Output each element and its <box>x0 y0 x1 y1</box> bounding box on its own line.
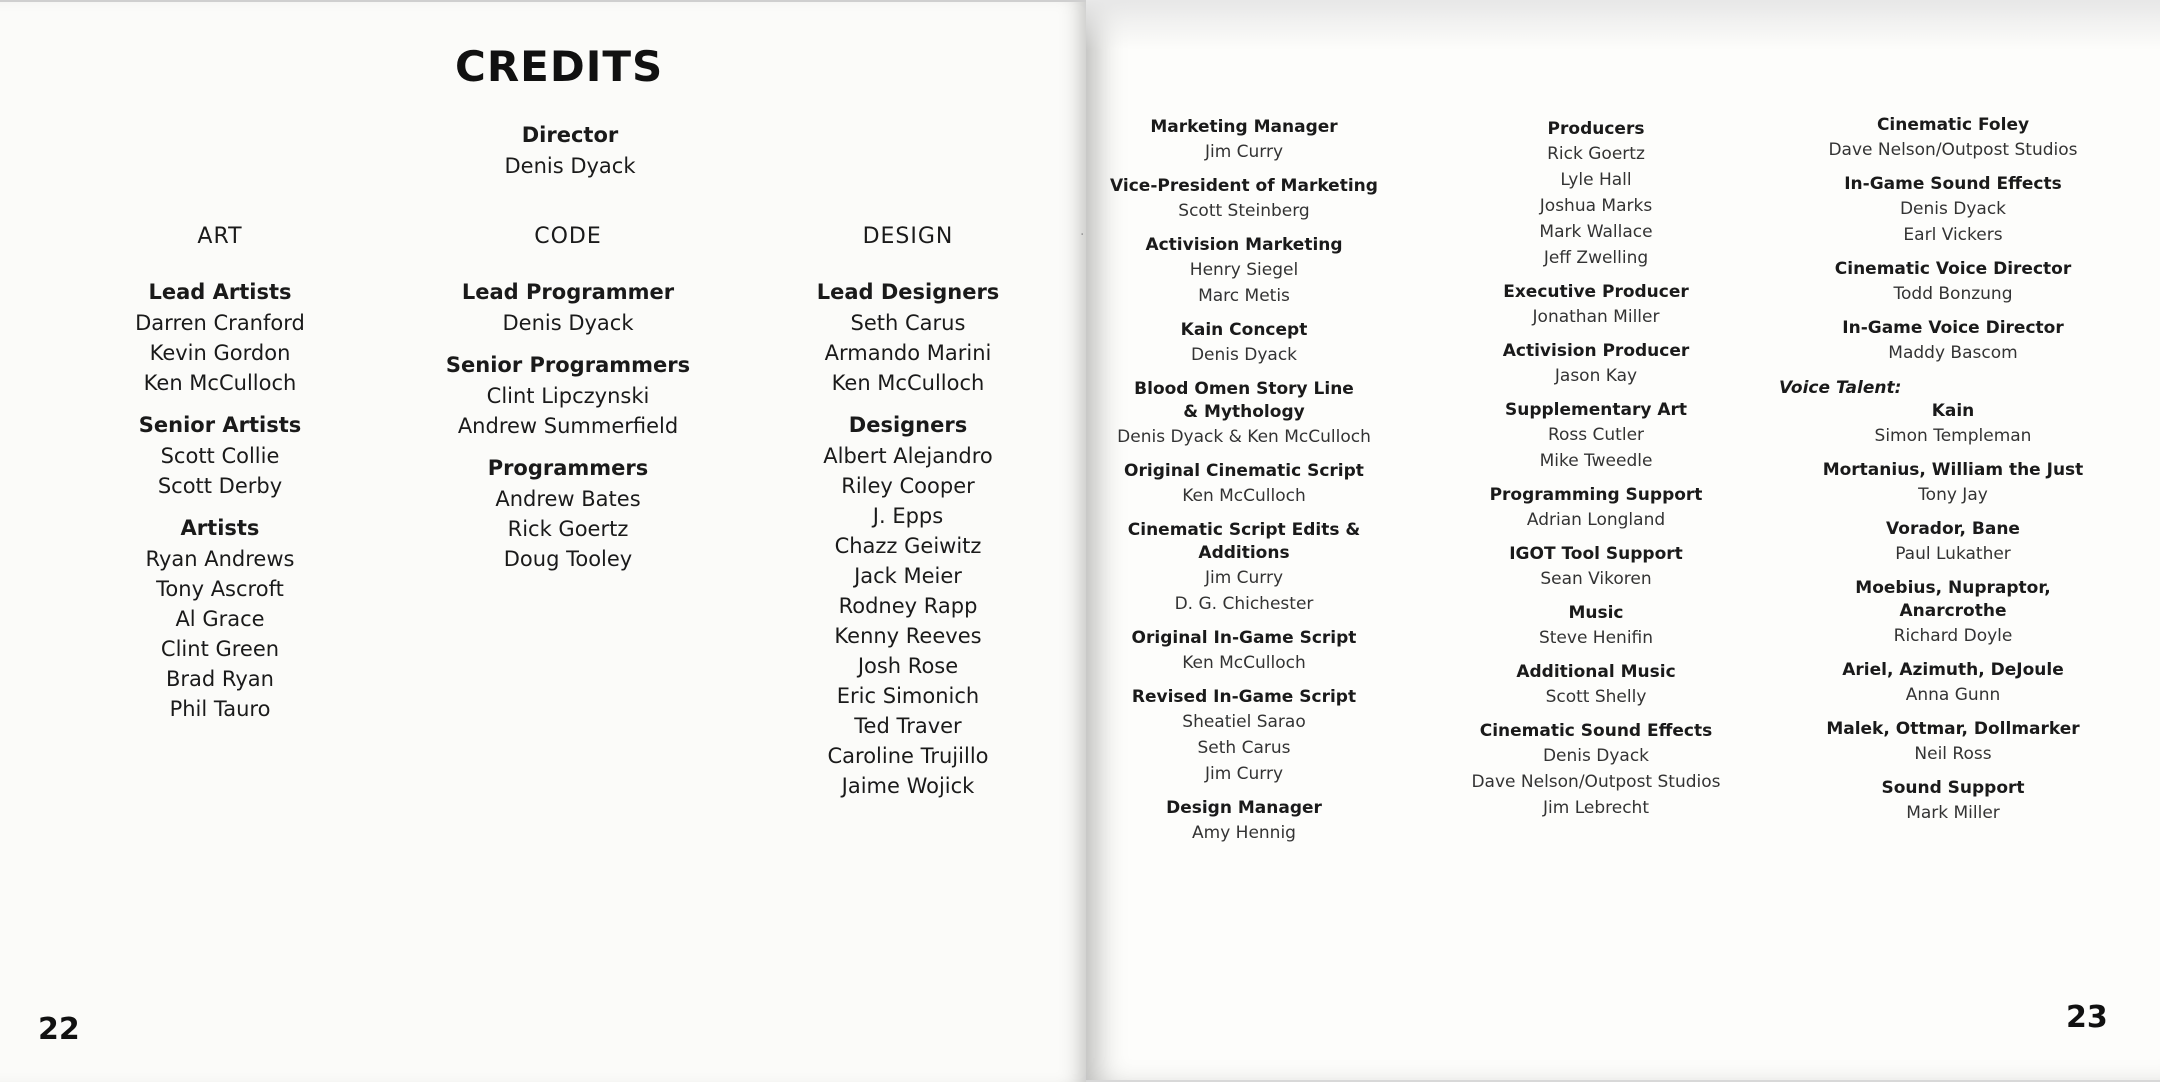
credit-name: Clint Lipczynski <box>486 384 650 408</box>
credit-name: Richard Doyle <box>1893 626 2013 646</box>
credit-name: Ken McCulloch <box>1182 486 1306 506</box>
credit-block <box>1094 797 1394 846</box>
credit-name: Albert Alejandro <box>823 444 993 468</box>
credit-name: Lyle Hall <box>1560 170 1632 190</box>
credit-name: Ryan Andrews <box>145 547 295 571</box>
credit-name: Dave Nelson/Outpost Studios <box>1828 140 2078 160</box>
credit-role: Marketing Manager <box>1150 117 1338 137</box>
credit-role: Vorador, Bane <box>1886 519 2020 539</box>
credit-name: Jim Curry <box>1204 142 1284 162</box>
credit-role: Kain Concept <box>1180 320 1308 340</box>
credit-role: Producers <box>1547 119 1645 139</box>
credit-block <box>1446 399 1746 474</box>
credit-block <box>1803 317 2103 366</box>
credit-block <box>95 410 345 501</box>
credit-block <box>1446 543 1746 592</box>
credit-name: Jim Curry <box>1204 764 1284 784</box>
credit-role: Revised In-Game Script <box>1131 687 1357 707</box>
page-number-left: 22 <box>38 1012 80 1047</box>
credit-name: Darren Cranford <box>135 311 305 335</box>
credit-name: Doug Tooley <box>503 547 633 571</box>
credit-block <box>428 277 708 338</box>
credit-role: Activision Marketing <box>1145 235 1343 255</box>
credit-role: Activision Producer <box>1502 341 1690 361</box>
credit-name: Phil Tauro <box>169 697 271 721</box>
credit-block <box>783 410 1033 801</box>
credit-role: Blood Omen Story Line & Mythology <box>1134 379 1354 422</box>
credit-name: Jim Lebrecht <box>1543 798 1649 818</box>
credit-name: Scott Derby <box>157 474 283 498</box>
credit-block <box>428 350 708 441</box>
credit-role: Programmers <box>487 456 649 480</box>
credit-role: Programming Support <box>1489 485 1703 505</box>
credit-name: Scott Shelly <box>1545 687 1647 707</box>
column-heading: ART <box>197 224 243 249</box>
credit-block <box>1803 718 2103 767</box>
credit-block <box>1803 400 2103 449</box>
credit-role: Original In-Game Script <box>1131 628 1357 648</box>
credit-name: Armando Marini <box>824 341 992 365</box>
credit-name: Amy Hennig <box>1192 823 1296 843</box>
credit-name: Rick Goertz <box>1547 144 1645 164</box>
credit-name: Henry Siegel <box>1189 260 1299 280</box>
director-block <box>430 120 710 181</box>
credit-block <box>1803 777 2103 826</box>
credit-block <box>1803 518 2103 567</box>
credit-role: IGOT Tool Support <box>1509 544 1683 564</box>
credit-block <box>1446 602 1746 651</box>
credit-block <box>1094 519 1394 617</box>
credit-name: Neil Ross <box>1914 744 1992 764</box>
credit-name: Andrew Summerfield <box>457 414 679 438</box>
credit-name: Jack Meier <box>854 564 962 588</box>
art-column <box>95 224 345 736</box>
credit-name: Tony Ascroft <box>156 577 284 601</box>
design-column <box>783 224 1033 813</box>
credit-name: Rodney Rapp <box>838 594 978 618</box>
credit-block <box>1446 484 1746 533</box>
credit-role: In-Game Voice Director <box>1842 318 2064 338</box>
credit-block <box>428 453 708 574</box>
credit-name: Jim Curry <box>1204 568 1284 588</box>
credit-name: Riley Cooper <box>841 474 975 498</box>
credit-name: Clint Green <box>160 637 280 661</box>
credit-role: Cinematic Sound Effects <box>1479 721 1713 741</box>
credit-name: Dave Nelson/Outpost Studios <box>1471 772 1721 792</box>
credit-role: Vice-President of Marketing <box>1110 176 1378 196</box>
credit-role: Designers <box>848 413 968 437</box>
credit-block <box>1803 114 2103 163</box>
credit-name: Scott Collie <box>160 444 280 468</box>
credit-role: Original Cinematic Script <box>1124 461 1364 481</box>
credit-block <box>1803 173 2103 248</box>
credit-role: Senior Programmers <box>445 353 691 377</box>
credit-role: Additional Music <box>1516 662 1676 682</box>
credit-name: Caroline Trujillo <box>827 744 989 768</box>
credit-name: Scott Steinberg <box>1178 201 1310 221</box>
credit-name: Al Grace <box>175 607 265 631</box>
credit-name: Seth Carus <box>850 311 966 335</box>
credit-block <box>1446 661 1746 710</box>
credit-role: Malek, Ottmar, Dollmarker <box>1826 719 2080 739</box>
credit-role: Lead Programmer <box>461 280 675 304</box>
print-speck: · <box>1080 227 1085 243</box>
credit-name: Ken McCulloch <box>1182 653 1306 673</box>
credit-name: Paul Lukather <box>1895 544 2011 564</box>
credit-name: Ross Cutler <box>1547 425 1645 445</box>
page-title: CREDITS <box>455 42 664 91</box>
credit-name: Seth Carus <box>1197 738 1291 758</box>
credit-block <box>1094 686 1394 787</box>
credit-role: Senior Artists <box>138 413 302 437</box>
credit-block <box>1094 319 1394 368</box>
credit-block <box>1446 340 1746 389</box>
credit-name: Ken McCulloch <box>143 371 297 395</box>
credit-name: Jason Kay <box>1554 366 1638 386</box>
production-column <box>1446 118 1746 831</box>
sound-voice-column <box>1779 114 2103 836</box>
credit-name: Jonathan Miller <box>1532 307 1660 327</box>
credit-name: Ted Traver <box>854 714 962 738</box>
credit-block <box>1803 577 2103 649</box>
credit-name: Anna Gunn <box>1905 685 2001 705</box>
credit-block <box>1803 258 2103 307</box>
code-column <box>428 224 708 586</box>
credit-block <box>1094 460 1394 509</box>
credit-block <box>1446 720 1746 821</box>
credit-name: Jeff Zwelling <box>1543 248 1649 268</box>
credit-name: Mike Tweedle <box>1539 451 1653 471</box>
credit-name: Simon Templeman <box>1874 426 2032 446</box>
credit-name: Earl Vickers <box>1903 225 2003 245</box>
credit-name: Eric Simonich <box>836 684 980 708</box>
credit-role: Mortanius, William the Just <box>1822 460 2084 480</box>
page-number-right: 23 <box>2066 1000 2108 1035</box>
credit-name: Rick Goertz <box>507 517 629 541</box>
director-name: Denis Dyack <box>504 154 636 178</box>
right-page <box>1086 0 2160 1080</box>
credit-name: Mark Wallace <box>1539 222 1653 242</box>
credit-role: Cinematic Voice Director <box>1834 259 2072 279</box>
credit-block <box>1803 459 2103 508</box>
credit-name: Steve Henifin <box>1538 628 1654 648</box>
director-role: Director <box>521 123 619 147</box>
credit-block <box>1094 378 1394 450</box>
credit-role: Cinematic Foley <box>1876 115 2030 135</box>
credit-name: Kenny Reeves <box>834 624 982 648</box>
credit-name: Denis Dyack <box>1190 345 1298 365</box>
credit-name: Denis Dyack <box>1899 199 2007 219</box>
credit-role: Sound Support <box>1881 778 2025 798</box>
credit-name: Denis Dyack & Ken McCulloch <box>1117 427 1371 447</box>
credit-role: Music <box>1568 603 1624 623</box>
credit-block <box>1446 281 1746 330</box>
credit-block <box>783 277 1033 398</box>
credit-role: Supplementary Art <box>1504 400 1688 420</box>
credit-name: Kevin Gordon <box>149 341 291 365</box>
credit-block <box>95 277 345 398</box>
credit-role: Cinematic Script Edits & Additions <box>1127 520 1361 563</box>
voice-talent-label: Voice Talent: <box>1779 378 1902 398</box>
marketing-column <box>1094 116 1394 856</box>
credit-name: J. Epps <box>872 504 944 528</box>
credit-role: Design Manager <box>1166 798 1322 818</box>
credit-block <box>1446 118 1746 271</box>
credit-block <box>1094 116 1394 165</box>
credit-role: Executive Producer <box>1503 282 1689 302</box>
column-heading: DESIGN <box>862 224 954 249</box>
credit-name: Jaime Wojick <box>841 774 975 798</box>
credit-role: Lead Designers <box>816 280 1000 304</box>
credit-name: Denis Dyack <box>1542 746 1650 766</box>
credit-role: Moebius, Nupraptor, Anarcrothe <box>1855 578 2051 621</box>
credit-block <box>95 513 345 724</box>
credit-name: Tony Jay <box>1918 485 1988 505</box>
credit-block <box>1094 175 1394 224</box>
credit-name: D. G. Chichester <box>1174 594 1314 614</box>
column-heading: CODE <box>534 224 602 249</box>
credit-block <box>1094 234 1394 309</box>
credit-name: Sean Vikoren <box>1540 569 1652 589</box>
credit-name: Todd Bonzung <box>1893 284 2013 304</box>
credit-role: In-Game Sound Effects <box>1844 174 2062 194</box>
credit-name: Joshua Marks <box>1539 196 1653 216</box>
credit-name: Chazz Geiwitz <box>834 534 982 558</box>
credit-name: Marc Metis <box>1198 286 1290 306</box>
credit-name: Josh Rose <box>857 654 959 678</box>
credit-role: Lead Artists <box>148 280 292 304</box>
credit-block <box>1803 659 2103 708</box>
credit-block <box>1094 627 1394 676</box>
credit-name: Andrew Bates <box>495 487 641 511</box>
credit-name: Ken McCulloch <box>831 371 985 395</box>
credit-role: Ariel, Azimuth, DeJoule <box>1842 660 2064 680</box>
credit-name: Sheatiel Sarao <box>1182 712 1306 732</box>
credit-name: Maddy Bascom <box>1888 343 2018 363</box>
credit-name: Denis Dyack <box>502 311 634 335</box>
credit-name: Brad Ryan <box>166 667 274 691</box>
credit-name: Mark Miller <box>1906 803 2000 823</box>
credit-role: Artists <box>180 516 260 540</box>
credit-name: Adrian Longland <box>1526 510 1666 530</box>
credit-role: Kain <box>1931 401 1975 421</box>
